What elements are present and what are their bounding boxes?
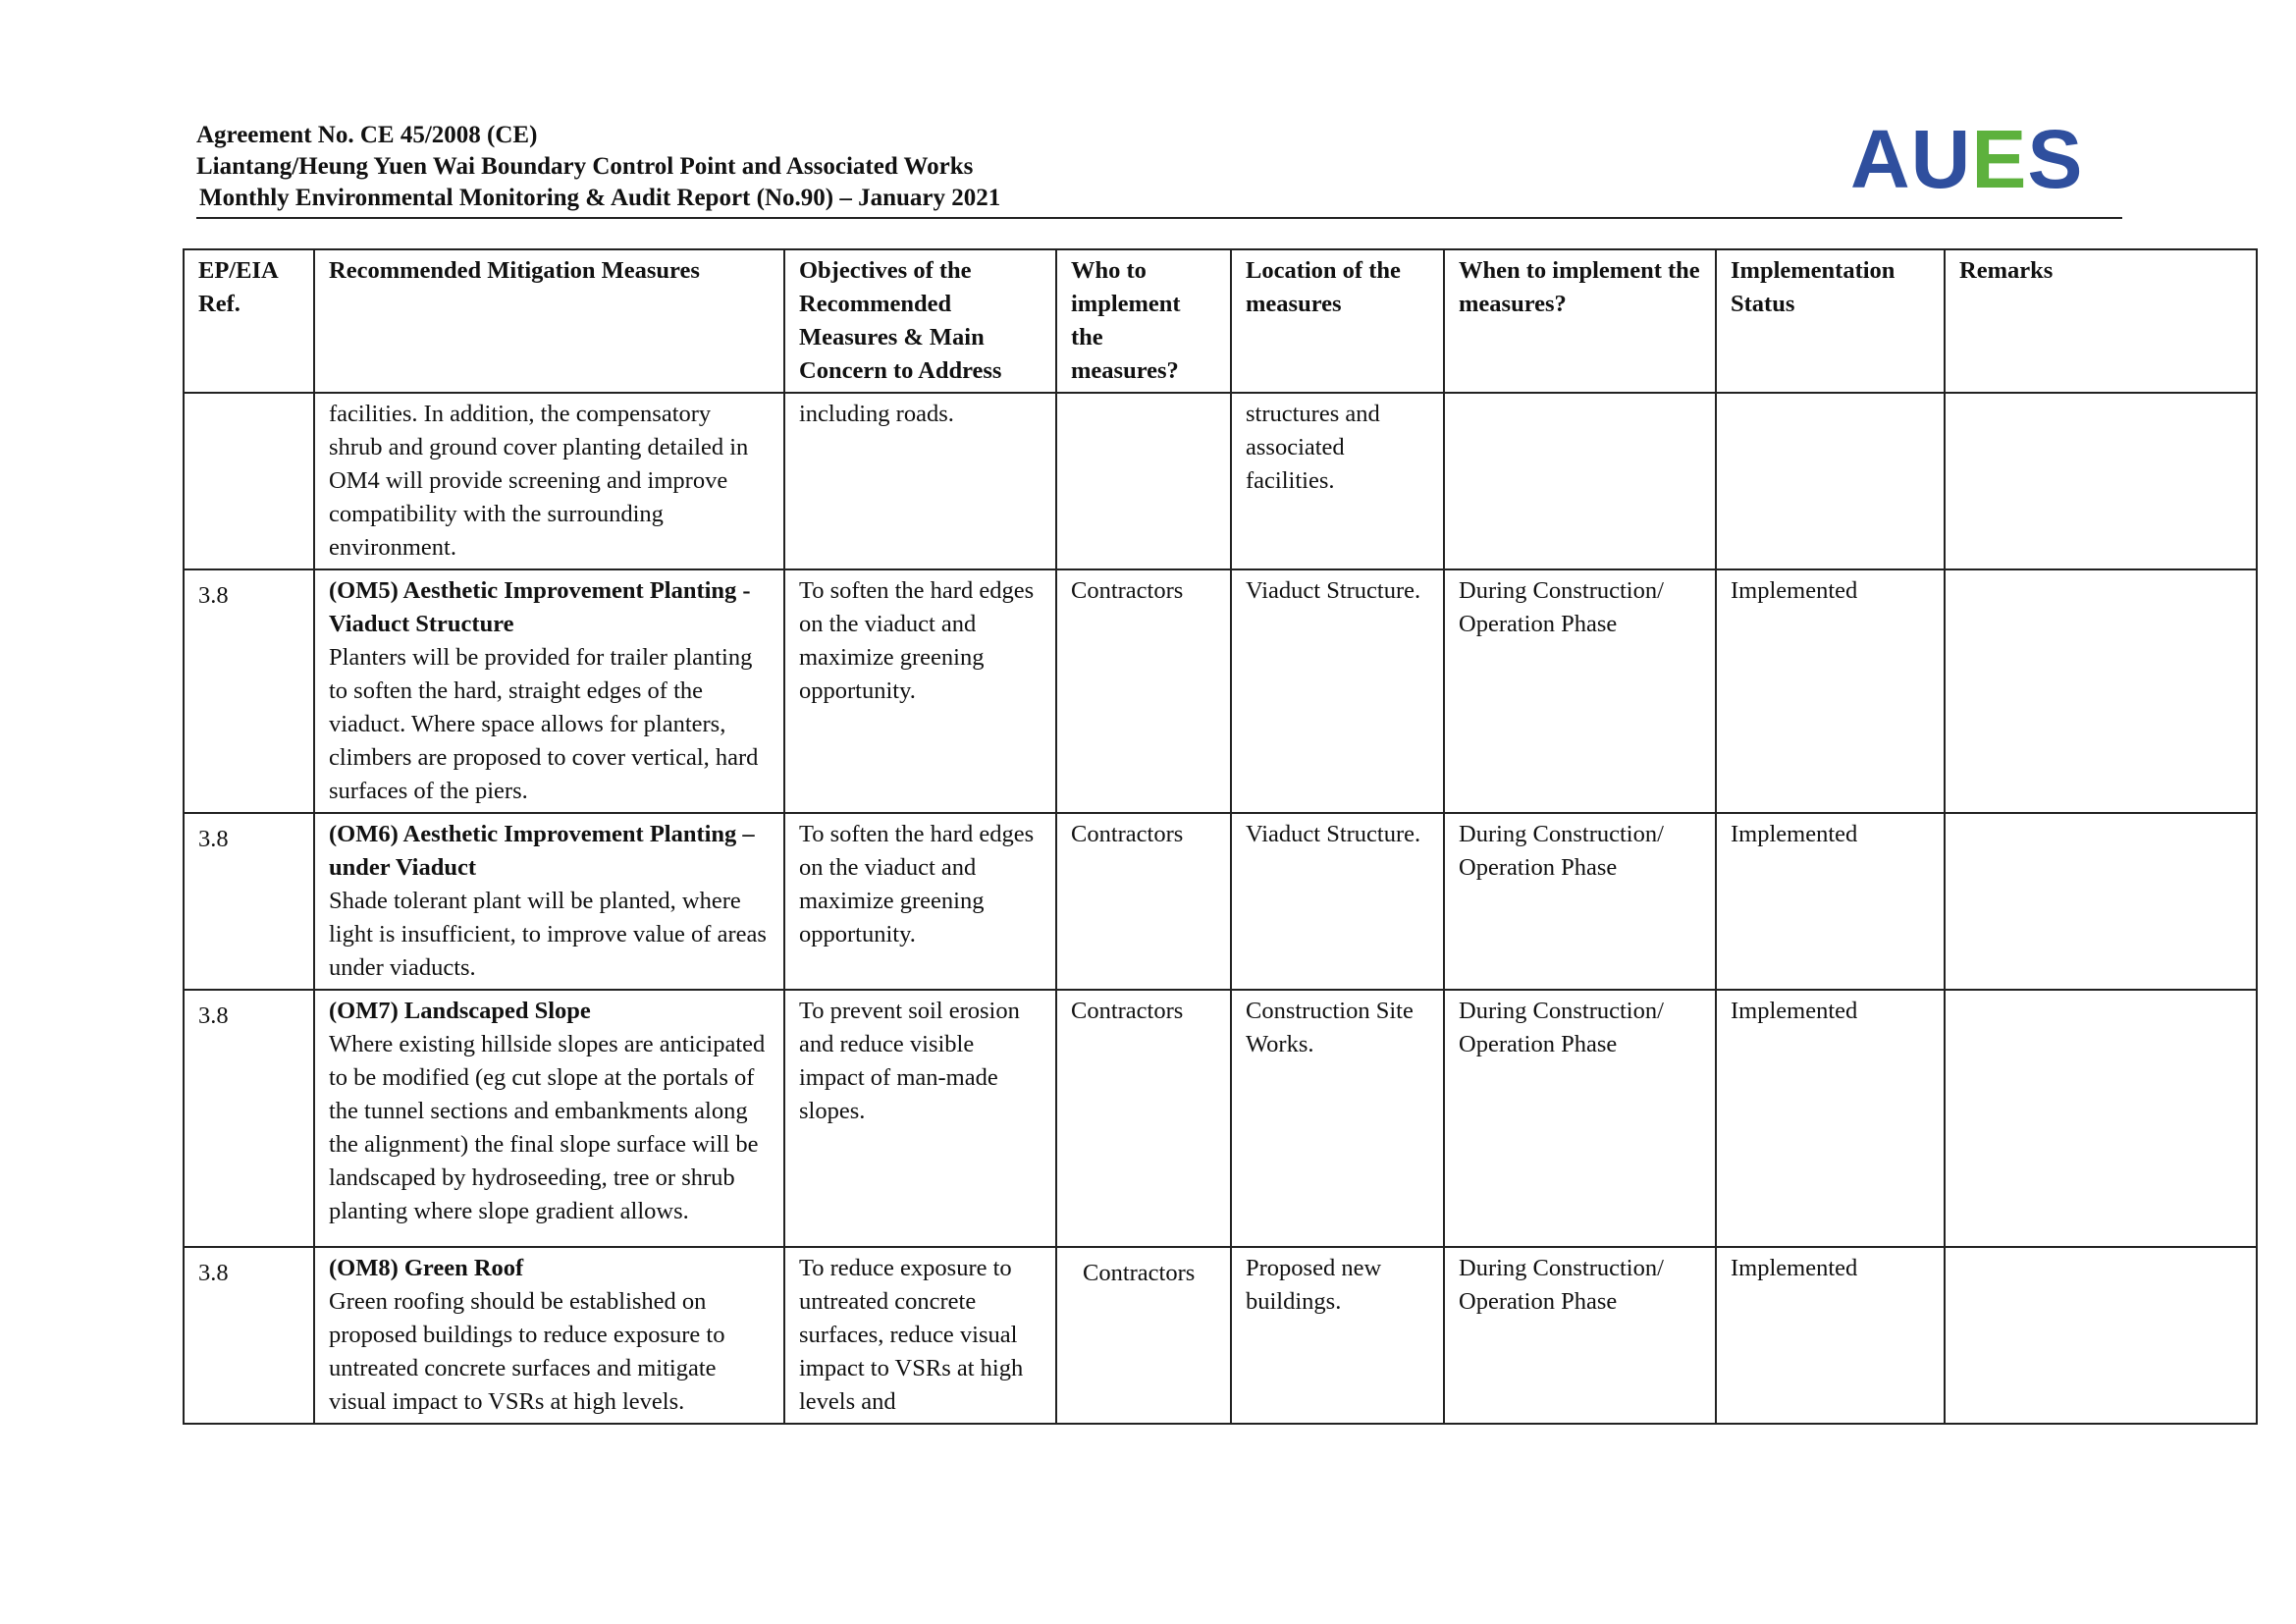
measure-body: Where existing hillside slopes are anticipated to be modified (eg cut slope at the portals of the tunnel sections and embankments along the alignment) the final slope surface will be landscaped by hydroseeding, tree or shrub planting where slope gradient allows. (329, 1031, 766, 1224)
logo-text-au: AU (1850, 113, 1972, 205)
cell-remarks (1945, 393, 2257, 569)
cell-remarks (1945, 1247, 2257, 1424)
aues-logo (1850, 113, 2084, 205)
cell-measures (314, 990, 784, 1247)
table-row (184, 393, 2257, 569)
cell-measures (314, 813, 784, 990)
cell-objectives: To reduce exposure to untreated concrete surfaces, reduce visual impact to VSRs at high levels and (784, 1247, 1056, 1424)
cell-who: Contractors (1056, 569, 1231, 813)
cell-measures (314, 1247, 784, 1424)
cell-status (1716, 393, 1945, 569)
measure-body: Shade tolerant plant will be planted, where light is insufficient, to improve value of areas under viaducts. (329, 888, 767, 981)
agreement-number: Agreement No. CE 45/2008 (CE) (196, 122, 538, 148)
header-rule (196, 217, 2122, 219)
cell-when: During Construction/ Operation Phase (1444, 1247, 1716, 1424)
col-header-status: Implementation Status (1716, 249, 1945, 393)
logo-text-e: E (1971, 113, 2028, 205)
col-header-when: When to implement the measures? (1444, 249, 1716, 393)
cell-ref: 3.8 (184, 813, 314, 990)
measure-body: Green roofing should be established on proposed buildings to reduce exposure to untreated concrete surfaces and mitigate visual impact to VSRs at high levels. (329, 1288, 725, 1415)
table-header-row (184, 249, 2257, 393)
cell-who: Contractors (1056, 813, 1231, 990)
cell-location: Construction Site Works. (1231, 990, 1444, 1247)
cell-when: During Construction/ Operation Phase (1444, 813, 1716, 990)
measure-body: facilities. In addition, the compensatory shrub and ground cover planting detailed in OM4 will provide screening and improve compatibility with the surrounding environment. (329, 401, 749, 561)
table-row (184, 569, 2257, 813)
cell-ref: 3.8 (184, 1247, 314, 1424)
cell-location: Viaduct Structure. (1231, 569, 1444, 813)
cell-ref: 3.8 (184, 569, 314, 813)
cell-objectives: To soften the hard edges on the viaduct and maximize greening opportunity. (784, 569, 1056, 813)
cell-status: Implemented (1716, 569, 1945, 813)
measure-title: (OM6) Aesthetic Improvement Planting – under Viaduct (329, 821, 755, 881)
table-row (184, 813, 2257, 990)
col-header-measures: Recommended Mitigation Measures (314, 249, 784, 393)
cell-status: Implemented (1716, 1247, 1945, 1424)
report-title: Monthly Environmental Monitoring & Audit Report (No.90) – January 2021 (199, 185, 1001, 211)
cell-remarks (1945, 569, 2257, 813)
measure-title: (OM7) Landscaped Slope (329, 998, 591, 1024)
col-header-remarks: Remarks (1945, 249, 2257, 393)
measure-body: Planters will be provided for trailer planting to soften the hard, straight edges of the viaduct. Where space allows for planters, climbers are proposed to cover vertical, hard surfaces of the piers. (329, 644, 759, 804)
cell-objectives: including roads. (784, 393, 1056, 569)
col-header-who: Who to implement the measures? (1056, 249, 1231, 393)
cell-objectives: To soften the hard edges on the viaduct and maximize greening opportunity. (784, 813, 1056, 990)
col-header-ref: EP/EIA Ref. (184, 249, 314, 393)
cell-when (1444, 393, 1716, 569)
mitigation-measures-table (183, 248, 2258, 1425)
measure-title: (OM8) Green Roof (329, 1255, 524, 1281)
table-row (184, 990, 2257, 1247)
cell-remarks (1945, 813, 2257, 990)
logo-text-s: S (2027, 113, 2084, 205)
cell-measures (314, 569, 784, 813)
project-title: Liantang/Heung Yuen Wai Boundary Control Point and Associated Works (196, 153, 974, 180)
cell-ref (184, 393, 314, 569)
cell-when: During Construction/ Operation Phase (1444, 569, 1716, 813)
cell-measures (314, 393, 784, 569)
cell-status: Implemented (1716, 813, 1945, 990)
cell-status: Implemented (1716, 990, 1945, 1247)
cell-objectives: To prevent soil erosion and reduce visible impact of man-made slopes. (784, 990, 1056, 1247)
cell-when: During Construction/ Operation Phase (1444, 990, 1716, 1247)
report-header (196, 120, 2120, 214)
measure-title: (OM5) Aesthetic Improvement Planting - Viaduct Structure (329, 577, 751, 637)
cell-remarks (1945, 990, 2257, 1247)
cell-who: Contractors (1056, 990, 1231, 1247)
table-row (184, 1247, 2257, 1424)
col-header-location: Location of the measures (1231, 249, 1444, 393)
cell-who (1056, 393, 1231, 569)
col-header-objectives: Objectives of the Recommended Measures & Main Concern to Address (784, 249, 1056, 393)
cell-location: Proposed new buildings. (1231, 1247, 1444, 1424)
cell-location: structures and associated facilities. (1231, 393, 1444, 569)
cell-ref: 3.8 (184, 990, 314, 1247)
cell-who: Contractors (1056, 1247, 1231, 1424)
cell-location: Viaduct Structure. (1231, 813, 1444, 990)
